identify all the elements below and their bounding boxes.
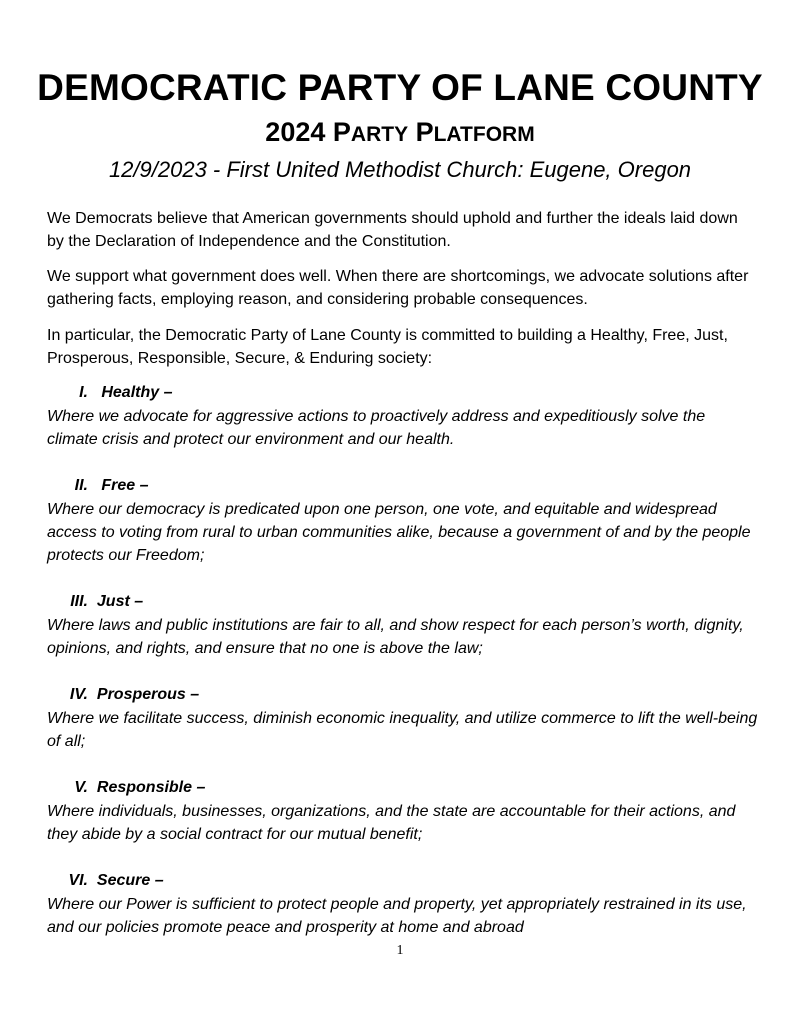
subtitle-party-rest: ARTY: [350, 123, 409, 146]
subtitle-platform-rest: LATFORM: [433, 123, 535, 146]
value-number: I.: [79, 384, 88, 401]
value-number: III.: [70, 593, 88, 610]
value-number: V.: [74, 779, 88, 796]
value-text-prosperous: Where we facilitate success, diminish economic inequality, and utilize commerce to lift the well-being of all;: [47, 710, 758, 750]
value-text-free: Where our democracy is predicated upon one person, one vote, and equitable and widespread access to voting from rural to urban communities alike, because a government of and by the people protects our Freedom;: [47, 501, 751, 564]
value-text-secure: Where our Power is sufficient to protect people and property, yet appropriately restrained in its use, and our policies promote peace and prosperity at home and abroad: [47, 896, 747, 936]
value-heading-healthy: [62, 382, 662, 404]
value-number: IV.: [69, 686, 88, 703]
intro-paragraph-3: In particular, the Democratic Party of Lane County is committed to building a Healthy, Free, Just, Prosperous, Responsible, Secure, & Enduring society:: [47, 327, 728, 367]
value-heading-just: [62, 591, 662, 613]
intro-paragraph-2: We support what government does well. When there are shortcomings, we advocate solutions after gathering facts, employing reason, and considering probable consequences.: [47, 268, 749, 308]
value-text-just: Where laws and public institutions are fair to all, and show respect for each person’s worth, dignity, opinions, and rights, and ensure that no one is above the law;: [47, 617, 744, 657]
value-name: Secure –: [96, 872, 164, 889]
value-name: Prosperous –: [96, 686, 200, 703]
subtitle-platform-initial: P: [415, 117, 434, 147]
value-name: Free –: [101, 477, 149, 494]
subtitle-year: 2024: [265, 117, 326, 147]
value-heading-responsible: [62, 777, 662, 799]
value-name: Just –: [96, 593, 144, 610]
dateline: 12/9/2023 - First United Methodist Church: Eugene, Oregon: [108, 157, 692, 182]
value-heading-free: [62, 475, 662, 497]
value-name: Responsible –: [96, 779, 206, 796]
value-number: VI.: [68, 872, 88, 889]
value-name: Healthy –: [101, 384, 173, 401]
page-title: DEMOCRATIC PARTY OF LANE COUNTY: [37, 67, 763, 108]
page-number: 1: [396, 943, 404, 958]
page-subtitle: [0, 112, 800, 155]
value-text-healthy: Where we advocate for aggressive actions to proactively address and expeditiously solve the climate crisis and protect our environment and our health.: [47, 408, 706, 448]
value-number: II.: [74, 477, 88, 494]
value-heading-prosperous: [62, 684, 662, 706]
value-text-responsible: Where individuals, businesses, organizations, and the state are accountable for their actions, and they abide by a social contract for our mutual benefit;: [47, 803, 736, 843]
value-heading-secure: [62, 870, 662, 892]
subtitle-party-initial: P: [332, 117, 351, 147]
intro-paragraph-1: We Democrats believe that American governments should uphold and further the ideals laid down by the Declaration of Independence and the Constitution.: [47, 210, 738, 250]
